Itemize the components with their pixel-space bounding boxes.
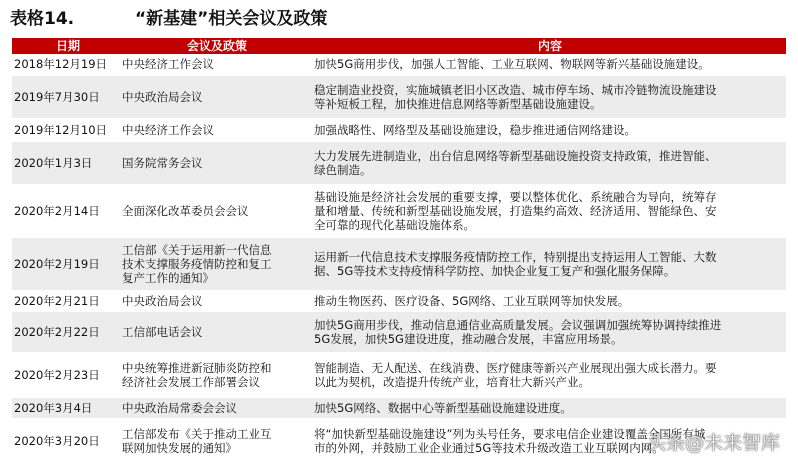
row-content: 加快5G商用步伐，加强人工智能、工业互联网、物联网等新兴基础设施建设。 [314, 57, 710, 71]
row-content: 稳定制造业投资，实施城镇老旧小区改造、城市停车场、城市冷链物流设施建设 等补短板工程，加快推进信息网络等新型基础设施建设。 [314, 83, 717, 111]
row-meeting: 中央统筹推进新冠肺炎防控和 经济社会发展工作部署会议 [122, 361, 272, 389]
row-date: 2018年12月19日 [14, 57, 108, 71]
row-date: 2020年2月19日 [14, 257, 100, 271]
table-row [12, 312, 786, 352]
table-row [12, 120, 786, 140]
header-date: 日期 [55, 39, 80, 53]
row-content: 智能制造、无人配送、在线消费、医疗健康等新兴产业展现出强大成长潜力。要 以此为契机，改造提升传统产业，培育壮大新兴产业。 [314, 361, 717, 389]
row-date: 2019年12月10日 [14, 123, 108, 137]
row-date: 2020年3月20日 [14, 434, 100, 448]
table-row [12, 238, 786, 290]
table-row [12, 354, 786, 396]
table-row [12, 142, 786, 184]
row-content: 运用新一代信息技术支撑服务疫情防控工作，特别提出支持运用人工智能、大数 据、5G等技术支持疫情科学防控、加快企业复工复产和强化服务保障。 [314, 250, 717, 278]
row-content: 加强战略性、网络型及基础设施建设，稳步推进通信网络建设。 [314, 123, 636, 137]
row-meeting: 中央经济工作会议 [122, 123, 214, 137]
table-row [12, 76, 786, 118]
policy-table [12, 38, 786, 462]
row-date: 2020年2月22日 [14, 325, 100, 339]
row-date: 2019年7月30日 [14, 90, 100, 104]
row-meeting: 中央政治局会议 [122, 90, 203, 104]
table-row [12, 54, 786, 74]
table-row [12, 292, 786, 310]
table-row [12, 186, 786, 236]
row-meeting: 中央经济工作会议 [122, 57, 214, 71]
row-content: 推动生物医药、医疗设备、5G网络、工业互联网等加快发展。 [314, 294, 630, 308]
row-content: 大力发展先进制造业，出台信息网络等新型基础设施投资支持政策，推进智能、 绿色制造。 [314, 149, 717, 177]
table-caption: “新基建”相关会议及政策 [135, 9, 328, 29]
row-meeting: 工信部发布《关于推动工业互 联网加快发展的通知》 [122, 427, 272, 455]
header-content: 内容 [537, 39, 562, 53]
row-date: 2020年2月14日 [14, 204, 100, 218]
table-row [12, 398, 786, 418]
row-date: 2020年2月23日 [14, 368, 100, 382]
table-body [12, 54, 786, 462]
row-meeting: 中央政治局会议 [122, 294, 203, 308]
row-date: 2020年1月3日 [14, 156, 93, 170]
row-meeting: 国务院常务会议 [122, 156, 203, 170]
row-meeting: 中央政治局常委会会议 [122, 401, 237, 415]
row-date: 2020年3月4日 [14, 401, 93, 415]
row-content: 加快5G商用步伐，推动信息通信业高质量发展。会议强调加强统筹协调持续推进 5G发展，加快5G建设进度，推动融合发展，丰富应用场景。 [314, 318, 722, 346]
row-date: 2020年2月21日 [14, 294, 100, 308]
table-header [12, 38, 786, 54]
table-number: 表格14. [10, 9, 75, 29]
row-content: 将“加快新型基础设施建设”列为头号任务，要求电信企业建设覆盖全国所有城 市的外网，并鼓励工业企业通过5G等技术升级改造工业互联网内网。 [314, 427, 706, 455]
row-meeting: 工信部《关于运用新一代信息 技术支撑服务疫情防控和复工 复产工作的通知》 [122, 243, 272, 285]
watermark: 头条@未来智库 [646, 432, 780, 454]
table-title [10, 4, 327, 29]
row-meeting: 全面深化改革委员会会议 [122, 204, 249, 218]
header-meeting: 会议及政策 [186, 39, 247, 53]
row-content: 基础设施是经济社会发展的重要支撑，要以整体优化、系统融合为导向，统筹存 量和增量、传统和新型基础设施发展，打造集约高效、经济适用、智能绿色、安 全可靠的现代化基础设施体系。 [314, 190, 717, 232]
row-content: 加快5G网络、数据中心等新型基础设施建设进度。 [314, 401, 572, 415]
row-meeting: 工信部电话会议 [122, 325, 203, 339]
